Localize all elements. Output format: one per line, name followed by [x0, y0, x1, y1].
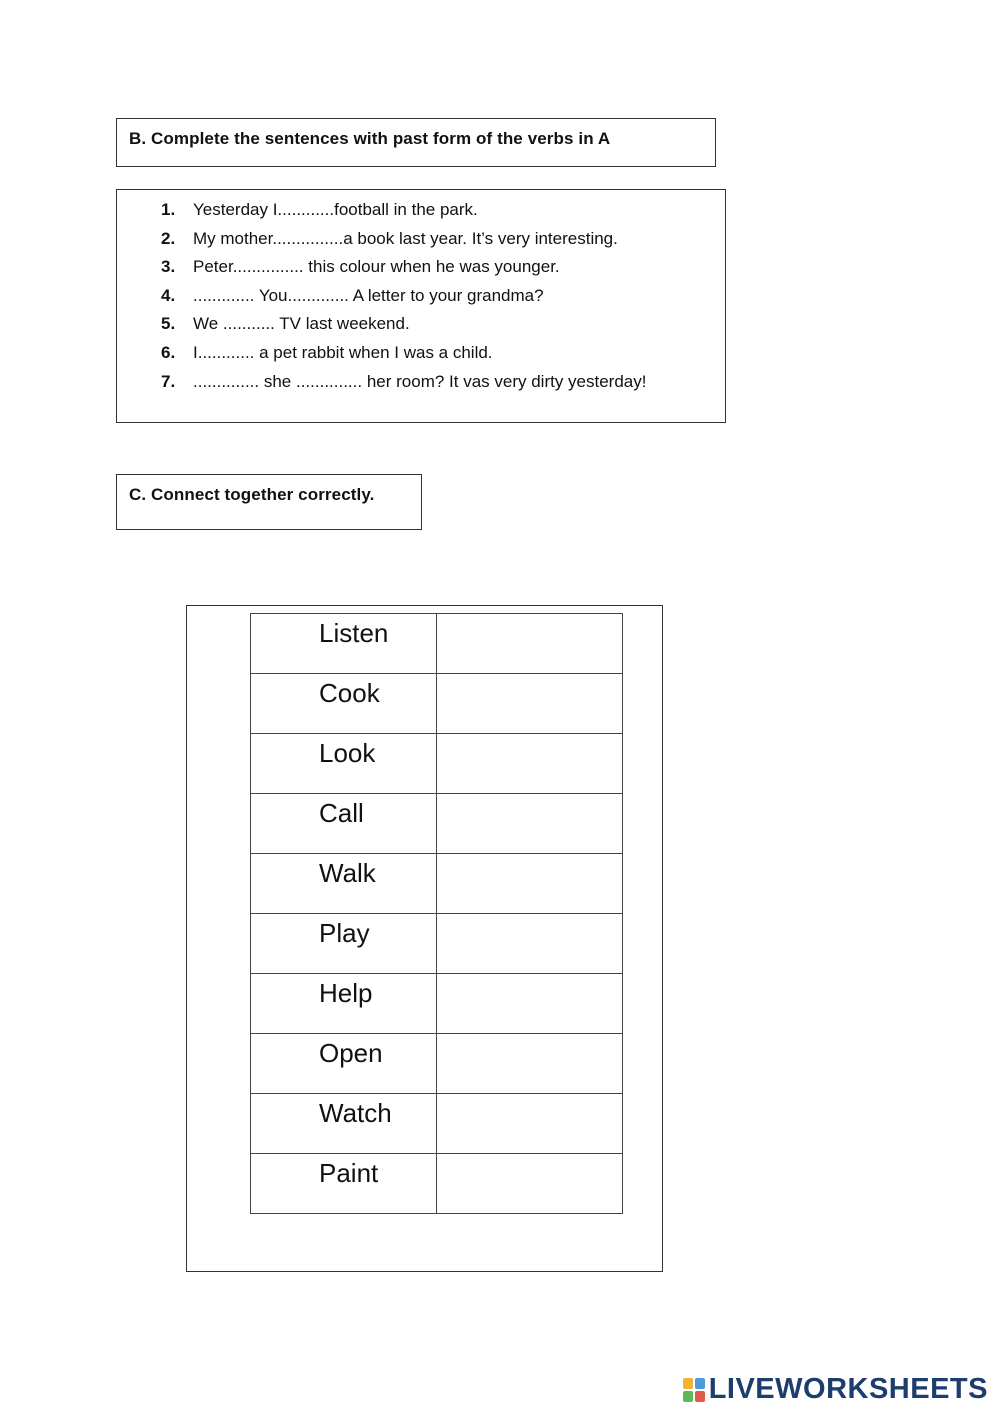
word-row: [251, 1154, 623, 1214]
answer-cell[interactable]: [437, 914, 623, 974]
word-row: [251, 1034, 623, 1094]
word-label: Listen: [319, 618, 389, 648]
word-row: [251, 974, 623, 1034]
word-label: Help: [319, 978, 373, 1008]
answer-cell[interactable]: [437, 1094, 623, 1154]
sentence-text: Peter............... this colour when he was younger.: [193, 257, 560, 277]
word-label: Paint: [319, 1158, 379, 1188]
sentence-item: [157, 229, 646, 258]
sentence-text: Yesterday I............football in the park.: [193, 200, 478, 219]
sentence-list: [157, 200, 646, 400]
sentence-number: 2.: [161, 228, 176, 248]
sentence-item: [157, 343, 646, 372]
word-label: Call: [319, 798, 364, 828]
section-c-heading: C. Connect together correctly.: [129, 485, 375, 504]
sentence-number: 1.: [161, 200, 176, 219]
sentence-number: 4.: [161, 285, 176, 305]
word-label: Look: [319, 738, 376, 768]
word-label: Open: [319, 1038, 383, 1068]
word-row: [251, 914, 623, 974]
matching-table: [250, 613, 623, 1214]
sentence-item: [157, 257, 646, 286]
word-cell: [251, 854, 437, 914]
sentence-number: 6.: [161, 342, 176, 362]
sentence-text: I............ a pet rabbit when I was a child.: [193, 342, 493, 362]
answer-cell[interactable]: [437, 854, 623, 914]
word-row: [251, 674, 623, 734]
word-label: Walk: [319, 858, 376, 888]
sentence-item: [157, 314, 646, 343]
liveworksheets-wordmark: LIVEWORKSHEETS: [708, 1373, 988, 1405]
sentence-number: 3.: [161, 257, 176, 277]
word-label: Watch: [319, 1098, 392, 1128]
sentence-item: [157, 286, 646, 315]
sentence-number: 7.: [161, 371, 176, 391]
word-label: Play: [319, 918, 370, 948]
answer-cell[interactable]: [437, 1154, 623, 1214]
liveworksheets-icon: [683, 1378, 705, 1402]
answer-cell[interactable]: [437, 1034, 623, 1094]
sentence-item: [157, 200, 646, 229]
word-cell: [251, 974, 437, 1034]
section-c-heading-box: [116, 474, 422, 530]
section-b-heading: B. Complete the sentences with past form of the verbs in A: [129, 129, 611, 148]
sentence-text: .............. she .............. her room? It vas very dirty yesterday!: [193, 371, 647, 391]
answer-cell[interactable]: [437, 734, 623, 794]
sentence-text: My mother...............a book last year. It’s very interesting.: [193, 228, 618, 248]
word-cell: [251, 1034, 437, 1094]
word-label: Cook: [319, 678, 380, 708]
sentence-text: ............. You............. A letter to your grandma?: [193, 285, 544, 305]
section-b-heading-box: [116, 118, 716, 167]
word-cell: [251, 614, 437, 674]
answer-cell[interactable]: [437, 794, 623, 854]
word-cell: [251, 914, 437, 974]
word-cell: [251, 674, 437, 734]
sentence-text: We ........... TV last weekend.: [193, 314, 410, 334]
word-cell: [251, 1154, 437, 1214]
sentences-box: [116, 189, 726, 423]
word-cell: [251, 794, 437, 854]
word-row: [251, 614, 623, 674]
word-cell: [251, 734, 437, 794]
answer-cell[interactable]: [437, 614, 623, 674]
sentence-item: [157, 372, 646, 401]
word-cell: [251, 1094, 437, 1154]
word-row: [251, 854, 623, 914]
word-row: [251, 734, 623, 794]
word-row: [251, 794, 623, 854]
answer-cell[interactable]: [437, 674, 623, 734]
answer-cell[interactable]: [437, 974, 623, 1034]
liveworksheets-logo: [683, 1373, 988, 1406]
word-row: [251, 1094, 623, 1154]
sentence-number: 5.: [161, 314, 176, 334]
